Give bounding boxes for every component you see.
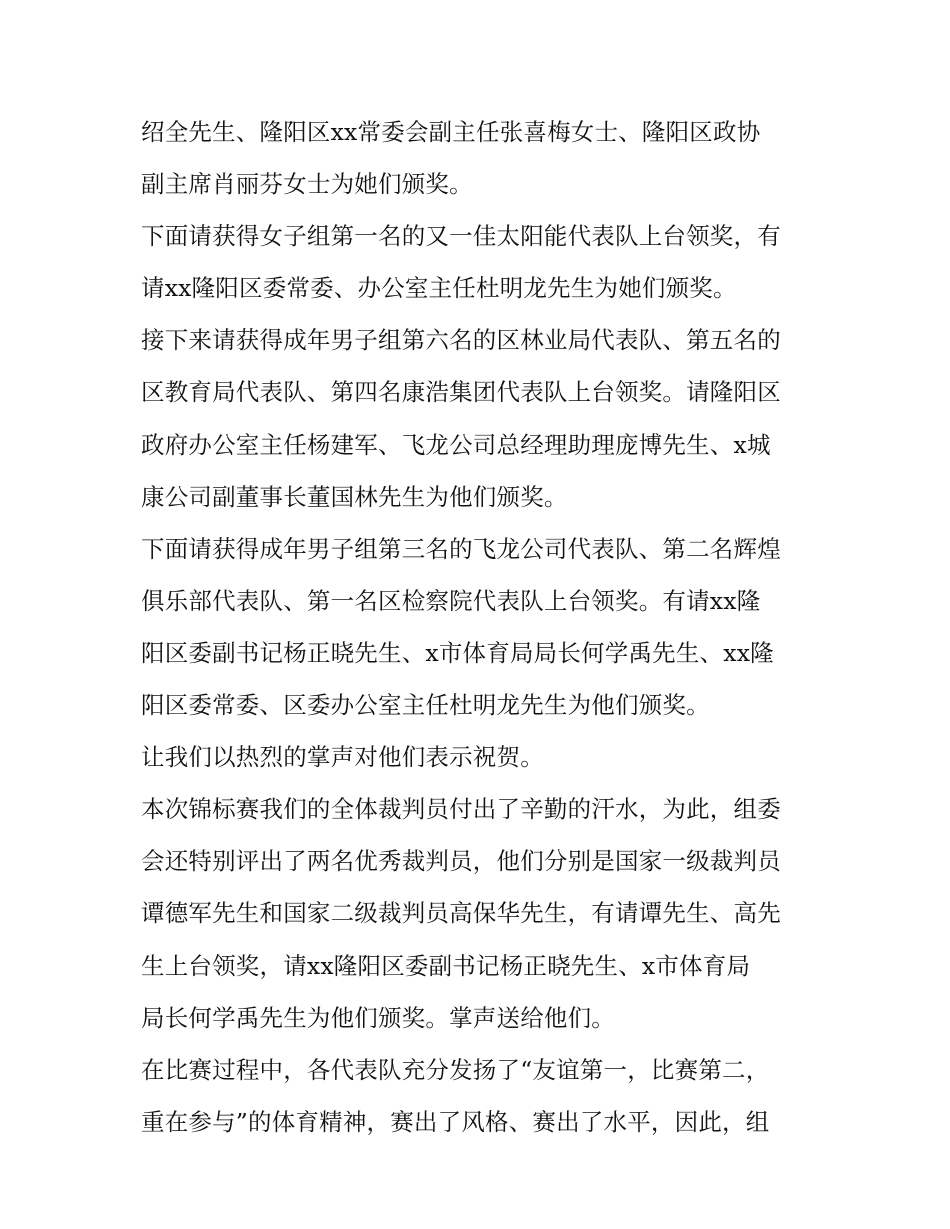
document-body xyxy=(141,106,821,1148)
text-line: 重在参与”的体育精神，赛出了风格、赛出了水平，因此，组 xyxy=(141,1107,770,1136)
text-line: 接下来请获得成年男子组第六名的区林业局代表队、第五名的 xyxy=(141,326,781,355)
text-line: 政府办公室主任杨建军、飞龙公司总经理助理庞博先生、x城 xyxy=(141,430,771,459)
text-line: 俱乐部代表队、第一名区检察院代表队上台领奖。有请xx隆 xyxy=(141,586,761,615)
text-line: 请xx隆阳区委常委、办公室主任杜明龙先生为她们颁奖。 xyxy=(141,274,737,303)
text-line: 阳区委副书记杨正晓先生、x市体育局局长何学禹先生、xx隆 xyxy=(141,638,774,667)
text-line: 阳区委常委、区委办公室主任杜明龙先生为他们颁奖。 xyxy=(141,691,710,720)
text-line: 康公司副董事长董国林先生为他们颁奖。 xyxy=(141,482,568,511)
text-line: 局长何学禹先生为他们颁奖。掌声送给他们。 xyxy=(141,1003,615,1032)
text-line: 区教育局代表队、第四名康浩集团代表队上台领奖。请隆阳区 xyxy=(141,378,781,407)
text-line: 副主席肖丽芬女士为她们颁奖。 xyxy=(141,170,473,199)
text-line: 本次锦标赛我们的全体裁判员付出了辛勤的汗水，为此，组委 xyxy=(141,795,781,824)
text-line: 会还特别评出了两名优秀裁判员，他们分别是国家一级裁判员 xyxy=(141,847,781,876)
text-line: 谭德军先生和国家二级裁判员高保华先生，有请谭先生、高先 xyxy=(141,899,781,928)
text-line: 下面请获得女子组第一名的又一佳太阳能代表队上台领奖，有 xyxy=(141,222,781,251)
text-line: 下面请获得成年男子组第三名的飞龙公司代表队、第二名辉煌 xyxy=(141,534,781,563)
text-line: 在比赛过程中，各代表队充分发扬了“友谊第一，比赛第二， xyxy=(141,1055,770,1084)
text-line: 绍全先生、隆阳区xx常委会副主任张喜梅女士、隆阳区政协 xyxy=(141,118,761,146)
text-line: 生上台领奖，请xx隆阳区委副书记杨正晓先生、x市体育局 xyxy=(141,951,751,980)
text-line: 让我们以热烈的掌声对他们表示祝贺。 xyxy=(141,743,544,772)
